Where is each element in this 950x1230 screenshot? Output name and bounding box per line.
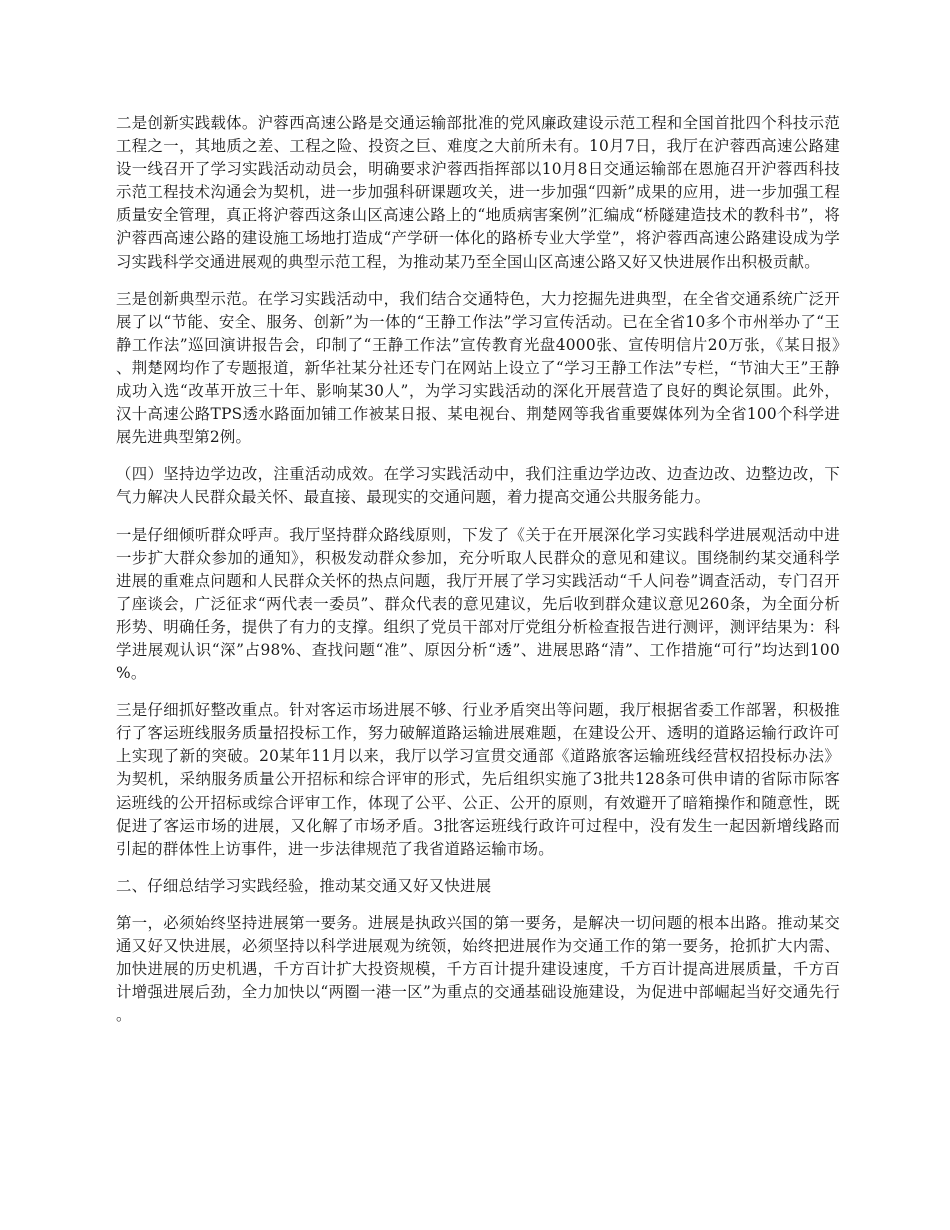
paragraph-innovation-carrier: 二是创新实践载体。沪蓉西高速公路是交通运输部批准的党风廉政建设示范工程和全国首批四个科技示范工程之一，其地质之差、工程之险、投资之巨、难度之大前所未有。10月7日，我厅在沪蓉西高速公路建设一线召开了学习实践活动动员会，明确要求沪蓉西指挥部以10月8日交通运输部在恩施召开沪蓉西科技示范工程技术沟通会为契机，进一步加强科研课题攻关，进一步加强“四新”成果的应用，进一步加强工程质量安全管理，真正将沪蓉西这条山区高速公路上的“地质病害案例”汇编成“桥隧建造技术的教科书”，将沪蓉西高速公路的建设施工场地打造成“产学研一体化的路桥专业大学堂”，将沪蓉西高速公路建设成为学习实践科学交通进展观的典型示范工程，为推动某乃至全国山区高速公路又好又快进展作出积极贡献。 [116,114,840,271]
paragraph-learn-and-reform: （四）坚持边学边改，注重活动成效。在学习实践活动中，我们注重边学边改、边查边改、边整边改，下气力解决人民群众最关怀、最直接、最现实的交通问题，着力提高交通公共服务能力。 [116,465,840,507]
paragraph-rectification-focus: 三是仔细抓好整改重点。针对客运市场进展不够、行业矛盾突出等问题，我厅根据省委工作部署，积极推行了客运班线服务质量招投标工作，努力破解道路运输进展难题，在建设公开、透明的道路运输行政许可上实现了新的突破。20某年11月以来，我厅以学习宣贯交通部《道路旅客运输班线经营权招投标办法》为契机，采纳服务质量公开招标和综合评审的形式，先后组织实施了3批共128条可供申请的省际市际客运班线的公开招标或综合评审工作，体现了公平、公正、公开的原则，有效避开了暗箱操作和随意性，既促进了客运市场的进展，又化解了市场矛盾。3批客运班线行政许可过程中，没有发生一起因新增线路而引起的群体性上访事件，进一步法律规范了我省道路运输市场。 [116,701,840,858]
document-body [116,112,840,1041]
paragraph-listen-to-public: 一是仔细倾听群众呼声。我厅坚持群众路线原则，下发了《关于在开展深化学习实践科学进展观活动中进一步扩大群众参加的通知》，积极发动群众参加，充分听取人民群众的意见和建议。围绕制约某交通科学进展的重难点问题和人民群众关怀的热点问题，我厅开展了学习实践活动“千人问卷”调查活动，专门召开了座谈会，广泛征求“两代表一委员”、群众代表的意见建议，先后收到群众建议意见260条，为全面分析形势、明确任务，提供了有力的支撑。组织了党员干部对厅党组分析检查报告进行测评，测评结果为：科学进展观认识“深”占98%、查找问题“准”、原因分析“透”、进展思路“清”、工作措施“可行”均达到100%。 [116,525,840,683]
paragraph-development-priority: 第一，必须始终坚持进展第一要务。进展是执政兴国的第一要务，是解决一切问题的根本出路。推动某交通又好又快进展，必须坚持以科学进展观为统领，始终把进展作为交通工作的第一要务，抢抓扩大内需、加快进展的历史机遇，千方百计扩大投资规模，千方百计提升建设速度，千方百计提高进展质量，千方百计增强进展后劲，全力加快以“两圈一港一区”为重点的交通基础设施建设，为促进中部崛起当好交通先行。 [116,913,840,1025]
paragraph-typical-demonstration: 三是创新典型示范。在学习实践活动中，我们结合交通特色，大力挖掘先进典型，在全省交通系统广泛开展了以“节能、安全、服务、创新”为一体的“王静工作法”学习宣传活动。已在全省10多个市州举办了“王静工作法”巡回演讲报告会，印制了“王静工作法”宣传教育光盘4000张、宣传明信片20万张，《某日报》、荆楚网均作了专题报道，新华社某分社还专门在网站上设立了“学习王静工作法”专栏，“节油大王”王静成功入选“改革开放三十年、影响某30人”，为学习实践活动的深化开展营造了良好的舆论氛围。此外，汉十高速公路TPS透水路面加铺工作被某日报、某电视台、荆楚网等我省重要媒体列为全省100个科学进展先进典型第2例。 [116,289,840,447]
section-heading-summary: 二、仔细总结学习实践经验，推动某交通又好又快进展 [116,876,492,895]
